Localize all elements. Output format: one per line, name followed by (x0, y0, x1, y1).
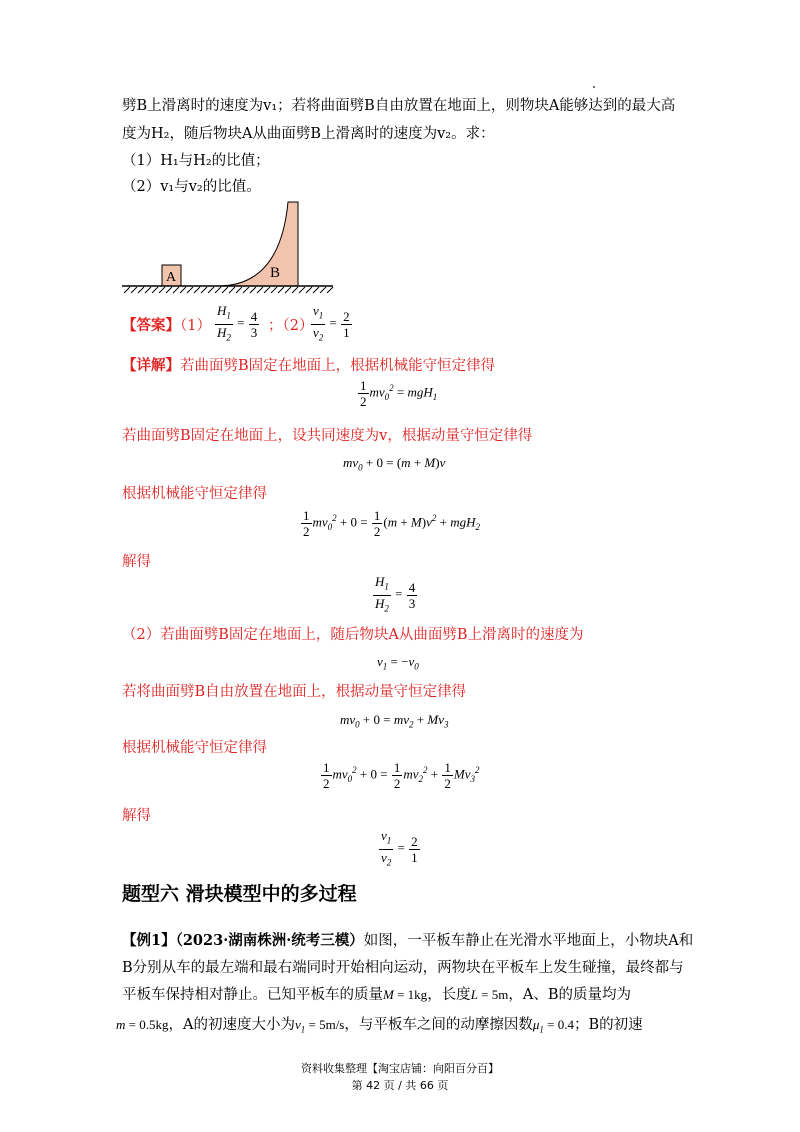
answer-tag: 【答案】 (122, 317, 180, 334)
example-line-1: 【例1】（2023·湖南株洲·统考三模）如图，一平板车静止在光滑水平地面上，小物块A和 (122, 932, 694, 949)
curved-wedge-b (218, 202, 298, 286)
wedge-b-label: B (270, 265, 281, 281)
answer-eq-1: $\frac{H_1}{H_2}$ = $\frac{4}{3}$ (217, 303, 258, 343)
block-a-label: A (166, 270, 177, 285)
detail-step-3: 根据机械能守恒定律得 (122, 486, 267, 502)
answer-part-2: ；（2） (268, 318, 314, 334)
equation-energy-fixed: $\frac{1}{2}$ $mv_0^2 = mgH_1$ (360, 378, 438, 409)
initial-speed-value: $v_1 = 5m/s$ (294, 1017, 345, 1035)
page-speck (593, 86, 595, 88)
example-line-2: B分别从车的最左端和最右端同时开始相向运动，两物块在平板车上发生碰撞，最终都与 (122, 960, 684, 976)
mass-m-value: M = 1kg (383, 987, 428, 1002)
footer-source: 资料收集整理【淘宝店铺：向阳百分百】 (301, 1062, 499, 1075)
wedge-figure (120, 196, 340, 296)
equation-momentum-1: $mv_0 + 0 = (m + M)v$ (343, 455, 446, 473)
example-source: （2023·湖南株洲·统考三模） (175, 932, 364, 949)
answer-eq-2: $\frac{v_1}{v_2}$ = $\frac{2}{1}$ (313, 303, 350, 343)
intro-line-2: 度为H₂，随后物块A从曲面劈B上滑离时的速度为v₂。求： (122, 126, 495, 142)
equation-energy-3: $\frac{1}{2}$ $mv_0^2 + 0$ = $\frac{1}{2}$ $mv_2^2$ + $\frac{1}{2}$ $Mv_3^2$ (323, 760, 480, 791)
example-line-3: 平板车保持相对静止。已知平板车的质量M = 1kg，长度L = 5m，A、B的质量均为 (122, 987, 632, 1003)
detail-step-2: 若曲面劈B固定在地面上，设共同速度为v，根据动量守恒定律得 (122, 428, 533, 444)
example-line-4: m = 0.5kg，A的初速度大小为$v_1 = 5m/s$，与平板车之间的动摩擦因数$\mu_1 = 0.4$；B的初速 (116, 1017, 643, 1035)
detail-step-5: （2）若曲面劈B固定在地面上，随后物块A从曲面劈B上滑离时的速度为 (122, 627, 584, 643)
page-number: 第 42 页 / 共 66 页 (351, 1079, 449, 1092)
equation-height-ratio: $\frac{H_1}{H_2}$ = $\frac{4}{3}$ (375, 574, 416, 614)
ground-hatching (124, 287, 333, 293)
mass-value: m = 0.5kg (116, 1017, 169, 1032)
intro-line-1: 劈B上滑离时的速度为v₁；若将曲面劈B自由放置在地面上，则物块A能够达到的最大高 (122, 98, 676, 114)
detail-step-4: 解得 (122, 554, 151, 570)
length-value: L = 5m (470, 987, 509, 1002)
section-heading: 题型六 滑块模型中的多过程 (122, 883, 357, 905)
equation-energy-2: $\frac{1}{2}$ $mv_0^2 + 0$ = $\frac{1}{2}$ $(m + M)v^2 + mgH_2$ (303, 508, 481, 539)
equation-momentum-2: $mv_0 + 0 = mv_2 + Mv_3$ (340, 712, 449, 730)
answer-part-1: （1） (180, 318, 211, 334)
detail-tag: 【详解】 (122, 357, 180, 374)
detail-step-1: 【详解】若曲面劈B固定在地面上，根据机械能守恒定律得 (122, 357, 496, 374)
friction-value: $\mu_1 = 0.4$ (532, 1017, 574, 1035)
equation-speed-ratio: $\frac{v_1}{v_2}$ = $\frac{2}{1}$ (381, 828, 418, 868)
question-2: （2）v₁与v₂的比值。 (122, 179, 261, 195)
equation-v1: $v_1 = -v_0$ (377, 654, 419, 672)
detail-step-8: 解得 (122, 808, 151, 824)
detail-step-6: 若将曲面劈B自由放置在地面上，根据动量守恒定律得 (122, 684, 467, 700)
answer-line (122, 316, 211, 336)
question-1: （1）H₁与H₂的比值； (122, 153, 270, 169)
example-tag: 【例1】 (122, 932, 176, 949)
detail-step-7: 根据机械能守恒定律得 (122, 740, 267, 756)
